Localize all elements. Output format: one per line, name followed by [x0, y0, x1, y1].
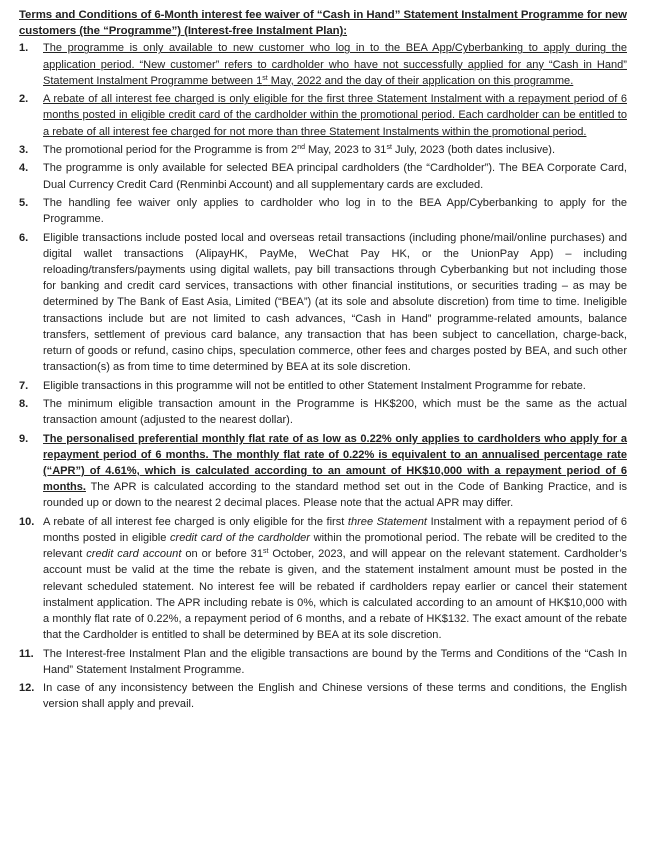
list-item: [19, 514, 627, 644]
item-text: The promotional period for the Programme is from 2nd May, 2023 to 31st July, 2023 (both dates inclusive).: [43, 144, 556, 156]
item-number: 8.: [19, 397, 29, 410]
list-item: [19, 230, 627, 376]
list-item: [19, 91, 627, 140]
item-number: 5.: [19, 196, 29, 209]
item-number: 6.: [19, 231, 29, 244]
item-text: The Interest-free Instalment Plan and the eligible transactions are bound by the Terms and Conditions of the “Cash In Hand” Statement Instalment Programme.: [43, 647, 627, 676]
item-number: 2.: [19, 93, 29, 106]
list-item: [19, 378, 627, 394]
item-number: 4.: [19, 162, 29, 175]
list-item: [19, 142, 627, 158]
item-text: Eligible transactions include posted local and overseas retail transactions (including phone/mail/online purchases) and digital wallet transactions (AlipayHK, PayMe, WeChat Pay HK, or the UnionPay App) – including reloading/transfers/payments using digital wallets, pay bill transactions through Cyberbanking but not including those for banking and credit card services, transactions with other financial institutions, or securities trading – as may be determined by The Bank of East Asia, Limited (“BEA”) (at its sole and absolute discretion) from time to time. Ineligible transactions include but are not limited to cash advances, “Cash in Hand” programme-related amounts, balance transfers, settlement of previous card balance, any transaction that has been subject to cancellation, charge-back, return of goods or refund, casino chips, speculation commerce, other fees and charges posted by BEA, and such other transaction(s) as from time to time determined by BEA at its sole discretion.: [43, 231, 627, 374]
list-item: [19, 646, 627, 678]
terms-list: [19, 40, 627, 712]
list-item: [19, 396, 627, 428]
item-number: 11.: [19, 647, 34, 660]
list-item: [19, 431, 627, 512]
item-number: 10.: [19, 515, 35, 528]
item-text: A rebate of all interest fee charged is only eligible for the first three Statement Instalment with a repayment period of 6 months posted in eligible credit card of the cardholder within the promotional period. The rebate will be credited to the relevant credit card account on or before 31st October, 2023, and will appear on the relevant statement. Cardholder’s account must be valid at the time the rebate is given, and the statement instalment amount must be posted in the relevant scheduled statement. No interest fee will be rebated if cardholders repay earlier or cancel their statement instalment application. The APR including rebate is 0%, which is calculated according to an amount of HK$10,000 with a monthly flat rate of 0.22%, a repayment period of 6 months, and a rebate of HK$132. The exact amount of the rebate that the Cardholder is entitled to shall be determined by BEA at its sole discretion.: [43, 515, 627, 642]
item-text: The programme is only available for selected BEA principal cardholders (the “Cardholder”). The BEA Corporate Card, Dual Currency Credit Card (Renminbi Account) and all supplementary cards are excluded.: [43, 162, 627, 191]
list-item: [19, 195, 627, 227]
item-text: The minimum eligible transaction amount in the Programme is HK$200, which must be the same as the actual transaction amount (adjusted to the nearest dollar).: [43, 397, 627, 427]
document-title: Terms and Conditions of 6-Month interest fee waiver of “Cash in Hand” Statement Instalment Programme for new customers (the “Programme”) (Interest-free Instalment Plan):: [19, 9, 627, 38]
item-number: 12.: [19, 682, 35, 695]
item-text: A rebate of all interest fee charged is only eligible for the first three Statement Instalment with a repayment period of 6 months posted in eligible credit card of the cardholder within the promotional period. Each cardholder can be entitled to a rebate of all interest fee charged for not more than three Statement Instalments within the promotional period.: [43, 93, 627, 138]
item-number: 1.: [19, 42, 29, 55]
item-number: 3.: [19, 144, 29, 156]
item-number: 9.: [19, 432, 29, 445]
list-item: [19, 680, 627, 712]
list-item: [19, 40, 627, 89]
item-text: The handling fee waiver only applies to cardholder who log in to the BEA App/Cyberbanking to apply for the Programme.: [43, 196, 627, 226]
list-item: [19, 160, 627, 192]
item-text: In case of any inconsistency between the English and Chinese versions of these terms and conditions, the English version shall apply and prevail.: [43, 682, 627, 711]
item-number: 7.: [19, 379, 29, 392]
item-text: The programme is only available to new customer who log in to the BEA App/Cyberbanking to apply during the application period. “New customer” refers to cardholder who have not successfully applied for any “Cash in Hand” Statement Instalment Programme between 1st May, 2022 and the day of their application on this programme.: [43, 42, 627, 87]
item-text: Eligible transactions in this programme will not be entitled to other Statement Instalment Programme for rebate.: [43, 379, 586, 392]
item-text: The personalised preferential monthly flat rate of as low as 0.22% only applies to cardholders who apply for a repayment period of 6 months. The monthly flat rate of 0.22% is equivalent to an annualised percentage rate (“APR”) of 4.61%, which is calculated according to an amount of HK$10,000 with a repayment period of 6 months. The APR is calculated according to the standard method set out in the Code of Banking Practice, and is rounded up or down to the nearest 2 decimal places. Please note that the actual APR may differ.: [43, 432, 627, 510]
